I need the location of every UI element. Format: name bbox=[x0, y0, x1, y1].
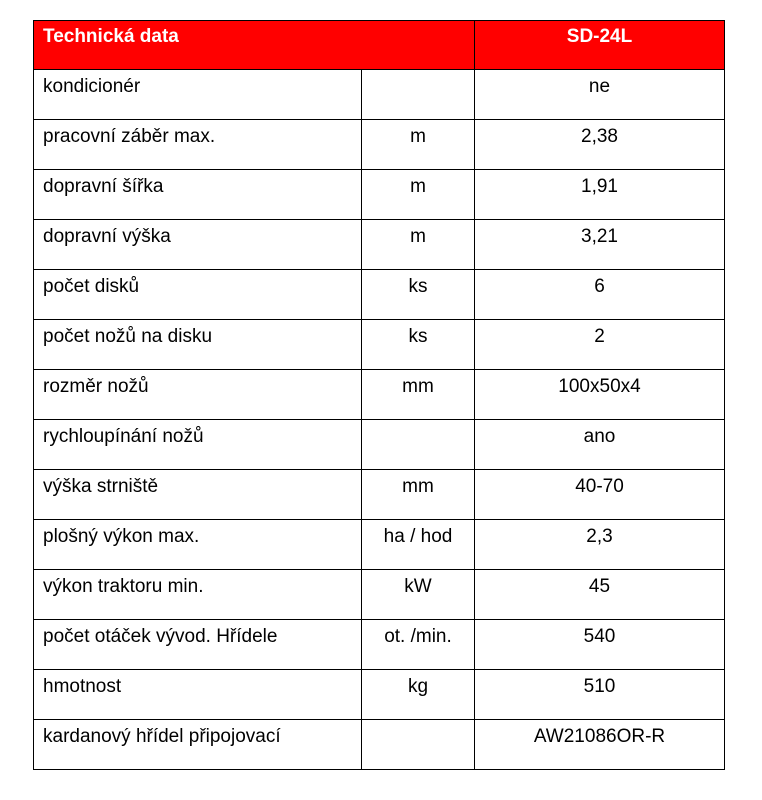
value-cell bbox=[475, 520, 725, 570]
table-row bbox=[34, 320, 725, 370]
param-cell bbox=[34, 370, 362, 420]
unit-text: ha / hod bbox=[383, 526, 453, 547]
unit-cell bbox=[362, 570, 475, 620]
value-cell bbox=[475, 220, 725, 270]
param-text: výška strniště bbox=[43, 476, 159, 497]
table-row bbox=[34, 470, 725, 520]
value-cell bbox=[475, 70, 725, 120]
param-text: rozměr nožů bbox=[43, 376, 149, 397]
param-cell bbox=[34, 570, 362, 620]
param-text: výkon traktoru min. bbox=[43, 576, 204, 597]
param-cell bbox=[34, 320, 362, 370]
table-header-row bbox=[34, 21, 725, 70]
param-text: kardanový hřídel připojovací bbox=[43, 726, 281, 747]
unit-cell bbox=[362, 70, 475, 120]
unit-text: ks bbox=[408, 276, 428, 297]
param-cell bbox=[34, 170, 362, 220]
table-row bbox=[34, 220, 725, 270]
unit-cell bbox=[362, 120, 475, 170]
param-text: dopravní šířka bbox=[43, 176, 164, 197]
value-text: AW21086OR-R bbox=[533, 726, 666, 747]
unit-text bbox=[362, 720, 474, 725]
param-cell bbox=[34, 420, 362, 470]
value-cell bbox=[475, 370, 725, 420]
table-row bbox=[34, 420, 725, 470]
table-row bbox=[34, 370, 725, 420]
value-text: 100x50x4 bbox=[558, 376, 641, 397]
unit-cell bbox=[362, 420, 475, 470]
unit-text: m bbox=[410, 226, 426, 247]
value-text: 2,3 bbox=[586, 526, 613, 547]
unit-cell bbox=[362, 370, 475, 420]
value-cell bbox=[475, 270, 725, 320]
unit-text: ks bbox=[408, 326, 428, 347]
value-text: 2,38 bbox=[581, 126, 618, 147]
value-cell bbox=[475, 670, 725, 720]
param-text: hmotnost bbox=[43, 676, 122, 697]
unit-text: mm bbox=[402, 476, 434, 497]
header-title: Technická data bbox=[43, 26, 179, 47]
table-row bbox=[34, 270, 725, 320]
param-cell bbox=[34, 720, 362, 770]
table-row bbox=[34, 70, 725, 120]
param-text: pracovní záběr max. bbox=[43, 126, 216, 147]
unit-text: mm bbox=[402, 376, 434, 397]
table-row bbox=[34, 570, 725, 620]
param-cell bbox=[34, 270, 362, 320]
unit-text: m bbox=[410, 126, 426, 147]
param-text: kondicionér bbox=[43, 76, 141, 97]
param-text: počet otáček vývod. Hřídele bbox=[43, 626, 278, 647]
param-text: počet nožů na disku bbox=[43, 326, 213, 347]
value-text: 1,91 bbox=[581, 176, 618, 197]
value-text: ne bbox=[588, 76, 611, 97]
value-text: ano bbox=[583, 426, 616, 447]
unit-text: ot. /min. bbox=[384, 626, 452, 647]
unit-text bbox=[362, 420, 474, 425]
table-row bbox=[34, 520, 725, 570]
param-text: dopravní výška bbox=[43, 226, 171, 247]
value-cell bbox=[475, 120, 725, 170]
unit-cell bbox=[362, 620, 475, 670]
unit-cell bbox=[362, 320, 475, 370]
value-text: 2 bbox=[594, 326, 605, 347]
value-text: 40-70 bbox=[575, 476, 624, 497]
value-text: 540 bbox=[583, 626, 616, 647]
unit-text: kg bbox=[407, 676, 429, 697]
unit-text: kW bbox=[404, 576, 432, 597]
param-cell bbox=[34, 120, 362, 170]
unit-cell bbox=[362, 270, 475, 320]
param-text: rychloupínání nožů bbox=[43, 426, 204, 447]
value-text: 510 bbox=[583, 676, 616, 697]
value-cell bbox=[475, 420, 725, 470]
value-cell bbox=[475, 570, 725, 620]
param-text: počet disků bbox=[43, 276, 140, 297]
value-text: 3,21 bbox=[581, 226, 618, 247]
value-text: 45 bbox=[588, 576, 611, 597]
unit-cell bbox=[362, 720, 475, 770]
value-cell bbox=[475, 620, 725, 670]
param-cell bbox=[34, 70, 362, 120]
param-cell bbox=[34, 470, 362, 520]
table-body bbox=[34, 70, 725, 770]
unit-cell bbox=[362, 220, 475, 270]
param-cell bbox=[34, 220, 362, 270]
value-cell bbox=[475, 320, 725, 370]
unit-cell bbox=[362, 670, 475, 720]
technical-data-table bbox=[33, 20, 725, 770]
unit-text bbox=[362, 70, 474, 75]
unit-text: m bbox=[410, 176, 426, 197]
unit-cell bbox=[362, 470, 475, 520]
table-row bbox=[34, 170, 725, 220]
table-row bbox=[34, 120, 725, 170]
table-row bbox=[34, 620, 725, 670]
value-cell bbox=[475, 470, 725, 520]
header-title-cell bbox=[34, 21, 475, 70]
unit-cell bbox=[362, 170, 475, 220]
unit-cell bbox=[362, 520, 475, 570]
param-cell bbox=[34, 670, 362, 720]
value-cell bbox=[475, 170, 725, 220]
header-model-cell bbox=[475, 21, 725, 70]
table-row bbox=[34, 720, 725, 770]
table-row bbox=[34, 670, 725, 720]
header-model: SD-24L bbox=[566, 26, 633, 47]
param-text: plošný výkon max. bbox=[43, 526, 200, 547]
param-cell bbox=[34, 520, 362, 570]
value-cell bbox=[475, 720, 725, 770]
value-text: 6 bbox=[594, 276, 605, 297]
param-cell bbox=[34, 620, 362, 670]
